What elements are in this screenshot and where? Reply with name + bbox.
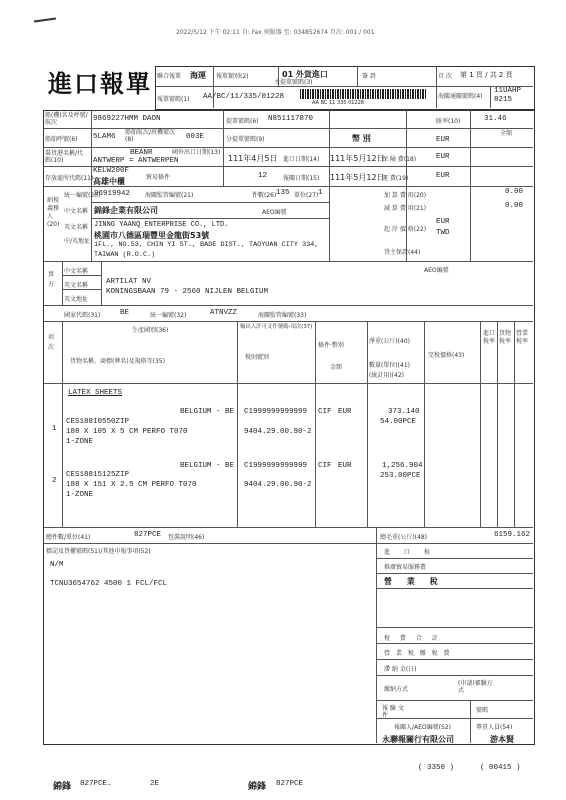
storage-value: KELW200F [93,167,130,175]
item-spec: 188 X 105 X 5 CM PERFO T070 [66,428,188,436]
item-no: 1 [52,425,57,433]
mark-value: N/M [50,561,64,569]
flight-label: 船舶航次/班機號次(8) [125,129,176,143]
item-code: CES18810550ZIP [66,418,130,426]
bl-value: N851117870 [268,115,314,123]
col-hs: 稅則號別 [245,354,270,361]
item-zone: 1-ZONE [66,491,94,499]
carrier-label: 船(機)名及呼號/航次 [45,112,88,126]
page-label: 頁 次 [438,73,452,80]
broker-label: 報關人/AEO編號(52) [394,724,451,731]
doc-num: 號碼 [476,707,489,714]
tax-late: 滯 納 金(日) [384,666,417,673]
callsign-label: 船舶呼號(6) [45,136,78,143]
item-hs: 9404.29.00.90-2 [244,428,312,436]
rate-label: 匯率(10) [436,118,461,125]
broker-code: ( 3350 ) [418,764,455,772]
aeo-label: AEO編號 [262,209,287,216]
col-biz: 營業稅率 [516,330,529,345]
total-pkg-label: 總件數/單位(41) [46,534,91,541]
import-date-label: 進口日期(14) [283,156,320,163]
export-label: 海關通關號碼(4) [438,93,483,100]
cn-name-label: 中文名稱 [64,208,89,215]
left-value: 827PCE. [80,780,112,788]
item-spec: 188 X 151 X 2.5 CM PERFO T070 [66,481,197,489]
seller-supervise: 海關監管編號(33) [258,312,307,319]
add-value: 0.00 [505,188,524,196]
container-value: TCNU3654762 4500 1 FCL/FCL [50,580,168,588]
seller-name: ARTILAT NV [106,278,152,286]
col-origin: 生產國別(36) [132,327,169,334]
addr-en2: TAIWAN (R.O.C.) [94,251,156,259]
form-title: 進口報單 [48,69,152,98]
en-name: JINNG YAANQ ENTERPRISE CO., LTD. [94,221,229,229]
col-amount: 金額 [330,364,343,371]
seller-en-label: 英文名稱 [64,282,89,289]
gross-value: 6159.162 [494,531,531,539]
rate-unit: 全額 [500,130,513,137]
importer-id: 96919942 [94,190,131,198]
split-label: 分提單號碼(9) [226,136,265,143]
addr-en1: 1FL., NO.53, CHIN YI ST., BADE DIST., TAOYUAN CITY 334, [94,241,319,249]
addr-cn: 桃園市八德區瑞豐里金龍街53號 [94,231,210,240]
country-label: 國家代碼(31) [64,312,101,319]
item-origin: BELGIUM - BE [180,408,235,416]
col-stat: (統計用)(42) [369,372,404,379]
cn-name: 錦鋒企業有限公司 [94,206,158,215]
seller-aeo: AEO編號 [424,267,449,274]
sub-label: 減 算 費 用(21) [384,205,427,212]
broker-name: 永聯報關行有限公司 [382,735,454,744]
page-value: 第 1 頁 / 共 2 頁 [460,71,513,79]
barcode-text: AA BC 11 335 01228 [312,100,364,106]
seller-addr: KONINGSBAAN 79 - 2560 NIJLEN BELGIUM [106,288,269,296]
port-value: BEANR [130,149,153,157]
callsign-value: 5LAM6 [93,133,116,141]
tax-import: 進 口 稅 [384,549,436,556]
left-stamp: 錦鋒 [53,782,72,792]
sign-label: 專責人員(54) [476,724,513,731]
type-value: 01 外貨進口 [282,70,328,79]
importer-section-label: 納稅義務人(20) [47,197,60,228]
trade-value: 12 [258,172,268,180]
item-term: CIF [318,462,332,470]
insure-value: EUR [436,153,450,161]
col-rate: 進口稅率 [483,330,496,345]
seller-label: 賣 方 [48,271,55,288]
arrival-label: 國外出口日期(13) [172,149,221,156]
importer-id-label: 統一編號(20) [64,192,101,199]
person-code: ( 00415 ) [480,764,521,772]
pkg-label: 件數(26) [252,192,277,199]
total-cur1: EUR [436,218,450,226]
unit-label: 單位(27) [294,192,319,199]
col-tax: 貨物稅率 [499,330,512,345]
carrier-value: 9869227HMM DAON [93,115,161,123]
fax-header: 2022/5/12 下午 02:11 自: Fax 伺服器 至: 034852674 頁次: 001 / 001 [176,29,375,36]
seller-id-label: 統一編號(32) [150,312,187,319]
total-cur2: TWD [436,229,450,237]
en-name-label: 英文名稱 [64,224,89,231]
seller-addr-label: 英文地址 [64,296,89,303]
col-item: 項次 [48,334,55,351]
item-net-weight: 373.140 [388,408,420,416]
bl-label: 提單號碼(6) [226,118,259,125]
col-net-weight: 淨重(公斤)(40) [369,338,410,345]
item-heading: LATEX SHEETS [68,389,123,397]
type-label: 報單類別(2) [216,73,249,80]
right-value: 827PCE [276,780,304,788]
total-label: 起 岸 價 格(22) [384,226,427,233]
item-qty: 54.00PCE [380,418,417,426]
insure-label: 保 險 費(18) [382,156,417,163]
gross-label: 總毛重(公斤)(48) [380,534,427,541]
currency-value: EUR [436,136,450,144]
declare-date: 111年5月12日 [330,173,385,182]
item-currency: EUR [338,408,352,416]
arrival-date: 111年4月5日 [228,154,278,163]
currency-label: 幣 別 [352,134,371,143]
item-qty: 253.00PCE [380,472,421,480]
item-code: CES18815125ZIP [66,471,130,479]
col-license: 輸出入許可文件號碼-項次(37) [240,324,313,330]
item-currency: EUR [338,462,352,470]
seller-id: ATNVZZ [210,309,238,317]
stamp-label: 簽 證 [362,73,376,80]
item-net-weight: 1,256.904 [382,462,423,470]
no-label: 報單號碼(1) [157,96,190,103]
doc-label: 報 驗 文 件 [382,705,404,719]
remark-box: 貨主保證(44) [384,249,421,256]
pkg-value: 135 [276,189,290,197]
col-pricing: 條件·幣別 [318,342,344,349]
corner-mark [34,17,56,22]
pay-note: (申請)審驗方式 [458,680,493,694]
item-license: C1999999999999 [244,408,308,416]
barcode [300,89,426,99]
mid-value: 2E [150,780,160,788]
unit-value: 1 [318,189,323,197]
item-term: CIF [318,408,332,416]
tax-business: 營 業 稅 [384,577,444,586]
flight-value: 003E [186,133,205,141]
total-pkg: 827PCE [134,531,162,539]
item-license: C1999999999999 [244,462,308,470]
freight-value: EUR [436,172,450,180]
storage-label: 存放處所代碼(11) [45,175,94,182]
col-desc: 貨物名稱、商標(牌名)及規格等(35) [70,358,165,365]
import-date: 111年5月12日 [330,154,385,163]
joint-label: 聯合報單 [157,73,182,80]
trade-label: 貿易條件 [146,174,171,181]
item-no: 2 [52,477,57,485]
tax-business-fee: 營 業 稅 繳 稅 費 [384,650,452,657]
port-name: ANTWERP = ANTWERPEN [93,157,179,165]
declare-date-label: 報關日期(15) [283,175,320,182]
country-value: BE [120,309,130,317]
rate-value: 31.46 [484,115,507,123]
pkg-note-label: 包裝說明(46) [168,534,205,541]
port-label: 裝貨港名稱/代碼(10) [45,150,84,164]
storage-name: 高雄中櫃 [93,177,125,186]
export-value: 11UAHP 8215 [494,87,522,104]
add-label: 加 算 費 用(20) [384,192,427,199]
item-hs: 9404.29.00.90-2 [244,481,312,489]
seller-cn-label: 中文名稱 [64,268,89,275]
tax-promo: 推廣貿易服務費 [384,564,427,571]
sub-value: 0.00 [505,202,524,210]
pay-label: 繳納方式 [384,686,409,693]
broker-person: 游本賢 [490,735,514,744]
col-value: 完稅價格(43) [428,352,465,359]
tax-total: 稅 費 合 計 [384,635,442,642]
joint-value: 海運 [190,71,206,80]
col-qty: 數量(單位)(41) [369,362,410,369]
item-zone: 1-ZONE [66,438,94,446]
no-value: AA/BC/11/335/01228 [203,93,285,101]
addr-label: 中/英地址 [64,238,91,245]
main-no-label: 主提單號碼(3) [274,79,313,86]
right-stamp: 錦鋒 [248,782,267,792]
item-origin: BELGIUM - BE [180,462,235,470]
customs-label: 海關監管編號(21) [145,192,194,199]
mark-label: 標記及貨櫃號碼(51)/其他申報事項(52) [46,548,151,555]
freight-label: 運 費(19) [382,175,409,182]
